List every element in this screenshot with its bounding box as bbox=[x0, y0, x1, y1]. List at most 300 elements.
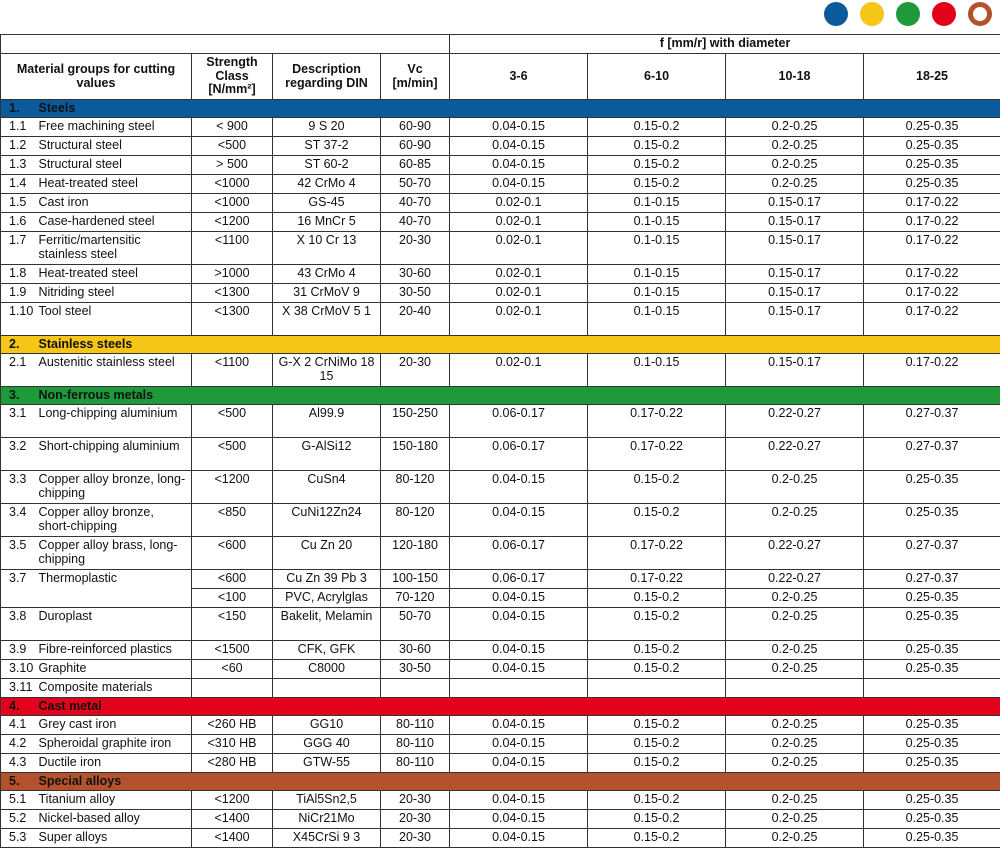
cutting-speed: 120-180 bbox=[381, 537, 450, 570]
feed-6-10: 0.1-0.15 bbox=[588, 354, 726, 387]
feed-10-18: 0.2-0.25 bbox=[726, 118, 864, 137]
table-row bbox=[1, 284, 1000, 303]
feed-6-10: 0.15-0.2 bbox=[588, 829, 726, 848]
feed-10-18: 0.2-0.25 bbox=[726, 608, 864, 641]
feed-18-25 bbox=[864, 679, 1000, 698]
din-description: GGG 40 bbox=[273, 735, 381, 754]
section-title: Non-ferrous metals bbox=[37, 387, 1000, 405]
strength-class: <1100 bbox=[192, 232, 273, 265]
strength-class: <600 bbox=[192, 537, 273, 570]
strength-class: <150 bbox=[192, 608, 273, 641]
table-row bbox=[1, 608, 1000, 641]
cutting-speed: 80-120 bbox=[381, 471, 450, 504]
feed-6-10: 0.15-0.2 bbox=[588, 735, 726, 754]
strength-class: <500 bbox=[192, 137, 273, 156]
feed-18-25: 0.25-0.35 bbox=[864, 829, 1000, 848]
row-number: 4.1 bbox=[1, 716, 37, 735]
feed-6-10: 0.15-0.2 bbox=[588, 791, 726, 810]
feed-10-18: 0.2-0.25 bbox=[726, 791, 864, 810]
cutting-speed: 50-70 bbox=[381, 175, 450, 194]
feed-6-10: 0.15-0.2 bbox=[588, 641, 726, 660]
strength-class: <500 bbox=[192, 405, 273, 438]
material-name: Free machining steel bbox=[37, 118, 192, 137]
feed-3-6: 0.06-0.17 bbox=[450, 537, 588, 570]
table-row bbox=[1, 213, 1000, 232]
feed-3-6: 0.04-0.15 bbox=[450, 735, 588, 754]
row-number: 3.9 bbox=[1, 641, 37, 660]
din-description: CFK, GFK bbox=[273, 641, 381, 660]
diameter-header-18-25: 18-25 bbox=[864, 54, 1000, 100]
material-name: Fibre-reinforced plastics bbox=[37, 641, 192, 660]
cutting-speed: 80-120 bbox=[381, 504, 450, 537]
cutting-speed: 30-50 bbox=[381, 284, 450, 303]
cutting-speed: 30-50 bbox=[381, 660, 450, 679]
feed-3-6: 0.04-0.15 bbox=[450, 137, 588, 156]
diameter-header-3-6: 3-6 bbox=[450, 54, 588, 100]
strength-class: <600 bbox=[192, 570, 273, 589]
feed-3-6: 0.02-0.1 bbox=[450, 213, 588, 232]
feed-18-25: 0.25-0.35 bbox=[864, 810, 1000, 829]
feed-10-18: 0.2-0.25 bbox=[726, 660, 864, 679]
table-body bbox=[1, 100, 1000, 848]
din-description: PVC, Acrylglas bbox=[273, 589, 381, 608]
din-description: 16 MnCr 5 bbox=[273, 213, 381, 232]
strength-header-line2: Class bbox=[215, 68, 249, 83]
feed-6-10: 0.17-0.22 bbox=[588, 405, 726, 438]
feed-10-18: 0.2-0.25 bbox=[726, 471, 864, 504]
cutting-speed: 30-60 bbox=[381, 641, 450, 660]
table-row bbox=[1, 354, 1000, 387]
feed-10-18: 0.15-0.17 bbox=[726, 303, 864, 336]
strength-class: < 900 bbox=[192, 118, 273, 137]
table-row bbox=[1, 570, 1000, 589]
feed-3-6: 0.04-0.15 bbox=[450, 791, 588, 810]
feed-10-18: 0.15-0.17 bbox=[726, 213, 864, 232]
table-row bbox=[1, 504, 1000, 537]
feed-6-10: 0.15-0.2 bbox=[588, 716, 726, 735]
feed-18-25: 0.25-0.35 bbox=[864, 735, 1000, 754]
feed-10-18 bbox=[726, 679, 864, 698]
material-name: Heat-treated steel bbox=[37, 265, 192, 284]
cutting-speed: 20-30 bbox=[381, 232, 450, 265]
feed-18-25: 0.17-0.22 bbox=[864, 354, 1000, 387]
cutting-speed: 20-30 bbox=[381, 791, 450, 810]
strength-class: <1000 bbox=[192, 194, 273, 213]
row-number: 3.5 bbox=[1, 537, 37, 570]
material-group-header: Material groups for cutting values bbox=[1, 54, 192, 100]
feed-18-25: 0.25-0.35 bbox=[864, 471, 1000, 504]
feed-10-18: 0.2-0.25 bbox=[726, 589, 864, 608]
row-number: 5.1 bbox=[1, 791, 37, 810]
strength-header bbox=[192, 54, 273, 100]
section-number: 2. bbox=[1, 336, 37, 354]
feed-18-25: 0.25-0.35 bbox=[864, 791, 1000, 810]
row-number: 3.1 bbox=[1, 405, 37, 438]
din-description: X 10 Cr 13 bbox=[273, 232, 381, 265]
cutting-speed: 40-70 bbox=[381, 194, 450, 213]
feed-3-6: 0.04-0.15 bbox=[450, 608, 588, 641]
feed-18-25: 0.27-0.37 bbox=[864, 438, 1000, 471]
row-number: 3.11 bbox=[1, 679, 37, 698]
row-number: 1.5 bbox=[1, 194, 37, 213]
din-description: 31 CrMoV 9 bbox=[273, 284, 381, 303]
description-header bbox=[273, 54, 381, 100]
din-description: TiAl5Sn2,5 bbox=[273, 791, 381, 810]
table-row bbox=[1, 265, 1000, 284]
material-name: Composite materials bbox=[37, 679, 192, 698]
din-description: C8000 bbox=[273, 660, 381, 679]
feed-6-10: 0.1-0.15 bbox=[588, 265, 726, 284]
section-header-row bbox=[1, 387, 1000, 405]
feed-6-10: 0.15-0.2 bbox=[588, 118, 726, 137]
feed-10-18: 0.15-0.17 bbox=[726, 354, 864, 387]
row-number: 1.3 bbox=[1, 156, 37, 175]
row-number: 3.2 bbox=[1, 438, 37, 471]
feed-6-10: 0.1-0.15 bbox=[588, 194, 726, 213]
table-row bbox=[1, 405, 1000, 438]
vc-header bbox=[381, 54, 450, 100]
feed-6-10: 0.15-0.2 bbox=[588, 754, 726, 773]
feed-6-10: 0.1-0.15 bbox=[588, 303, 726, 336]
strength-header-line3: [N/mm²] bbox=[208, 82, 256, 97]
cutting-speed: 20-30 bbox=[381, 829, 450, 848]
strength-class: <1200 bbox=[192, 791, 273, 810]
material-name: Copper alloy bronze, long-chipping bbox=[37, 471, 192, 504]
row-number: 1.10 bbox=[1, 303, 37, 336]
strength-header-line1: Strength bbox=[206, 55, 258, 70]
header-spacer bbox=[1, 35, 450, 54]
legend-dot bbox=[932, 2, 956, 26]
strength-class: <1500 bbox=[192, 641, 273, 660]
table-row bbox=[1, 660, 1000, 679]
cutting-speed: 150-180 bbox=[381, 438, 450, 471]
feed-6-10: 0.15-0.2 bbox=[588, 660, 726, 679]
row-number: 4.3 bbox=[1, 754, 37, 773]
feed-10-18: 0.2-0.25 bbox=[726, 716, 864, 735]
feed-6-10: 0.1-0.15 bbox=[588, 213, 726, 232]
material-name: Cast iron bbox=[37, 194, 192, 213]
feed-18-25: 0.17-0.22 bbox=[864, 232, 1000, 265]
row-number: 5.3 bbox=[1, 829, 37, 848]
material-name: Copper alloy brass, long-chipping bbox=[37, 537, 192, 570]
legend-dot bbox=[896, 2, 920, 26]
material-name: Super alloys bbox=[37, 829, 192, 848]
feed-10-18: 0.2-0.25 bbox=[726, 754, 864, 773]
din-description: CuNi12Zn24 bbox=[273, 504, 381, 537]
strength-class: <1200 bbox=[192, 213, 273, 232]
feed-6-10: 0.15-0.2 bbox=[588, 175, 726, 194]
feed-6-10: 0.15-0.2 bbox=[588, 156, 726, 175]
feed-6-10: 0.15-0.2 bbox=[588, 504, 726, 537]
feed-18-25: 0.25-0.35 bbox=[864, 156, 1000, 175]
feed-18-25: 0.25-0.35 bbox=[864, 137, 1000, 156]
feed-3-6: 0.06-0.17 bbox=[450, 405, 588, 438]
feed-18-25: 0.25-0.35 bbox=[864, 504, 1000, 537]
section-header-row bbox=[1, 698, 1000, 716]
feed-18-25: 0.25-0.35 bbox=[864, 660, 1000, 679]
cutting-speed: 80-110 bbox=[381, 754, 450, 773]
cutting-speed: 80-110 bbox=[381, 716, 450, 735]
cutting-speed: 60-85 bbox=[381, 156, 450, 175]
feed-10-18: 0.2-0.25 bbox=[726, 137, 864, 156]
feed-3-6: 0.02-0.1 bbox=[450, 354, 588, 387]
material-name: Graphite bbox=[37, 660, 192, 679]
din-description: X45CrSi 9 3 bbox=[273, 829, 381, 848]
table-row bbox=[1, 137, 1000, 156]
description-header-line1: Description bbox=[292, 62, 361, 76]
cutting-speed: 40-70 bbox=[381, 213, 450, 232]
material-name: Nickel-based alloy bbox=[37, 810, 192, 829]
material-name: Thermoplastic bbox=[37, 570, 192, 608]
din-description: G-X 2 CrNiMo 18 15 bbox=[273, 354, 381, 387]
material-name: Ferritic/martensitic stainless steel bbox=[37, 232, 192, 265]
cutting-speed: 20-40 bbox=[381, 303, 450, 336]
table-row bbox=[1, 303, 1000, 336]
table-row bbox=[1, 716, 1000, 735]
feed-3-6: 0.04-0.15 bbox=[450, 589, 588, 608]
section-header-row bbox=[1, 773, 1000, 791]
feed-3-6: 0.02-0.1 bbox=[450, 284, 588, 303]
row-number: 1.9 bbox=[1, 284, 37, 303]
material-color-legend bbox=[824, 2, 992, 28]
feed-3-6: 0.02-0.1 bbox=[450, 265, 588, 284]
description-header-line2: regarding DIN bbox=[285, 75, 368, 90]
table-row bbox=[1, 537, 1000, 570]
feed-18-25: 0.25-0.35 bbox=[864, 716, 1000, 735]
feed-10-18: 0.2-0.25 bbox=[726, 735, 864, 754]
table-row bbox=[1, 679, 1000, 698]
table-row bbox=[1, 175, 1000, 194]
feed-18-25: 0.27-0.37 bbox=[864, 537, 1000, 570]
din-description: ST 37-2 bbox=[273, 137, 381, 156]
material-name: Grey cast iron bbox=[37, 716, 192, 735]
din-description: GS-45 bbox=[273, 194, 381, 213]
strength-class: >1000 bbox=[192, 265, 273, 284]
feed-3-6: 0.04-0.15 bbox=[450, 754, 588, 773]
vc-header-line1: Vc bbox=[407, 62, 423, 76]
feed-18-25: 0.17-0.22 bbox=[864, 194, 1000, 213]
din-description: NiCr21Mo bbox=[273, 810, 381, 829]
material-name: Short-chipping aluminium bbox=[37, 438, 192, 471]
feed-18-25: 0.27-0.37 bbox=[864, 405, 1000, 438]
cutting-speed: 60-90 bbox=[381, 137, 450, 156]
feed-10-18: 0.15-0.17 bbox=[726, 265, 864, 284]
feed-3-6: 0.02-0.1 bbox=[450, 303, 588, 336]
feed-3-6: 0.04-0.15 bbox=[450, 641, 588, 660]
row-number: 1.1 bbox=[1, 118, 37, 137]
feed-3-6: 0.04-0.15 bbox=[450, 660, 588, 679]
table-row bbox=[1, 194, 1000, 213]
feed-18-25: 0.25-0.35 bbox=[864, 754, 1000, 773]
section-title: Cast metal bbox=[37, 698, 1000, 716]
row-number: 1.8 bbox=[1, 265, 37, 284]
strength-class: > 500 bbox=[192, 156, 273, 175]
section-number: 1. bbox=[1, 100, 37, 118]
feed-10-18: 0.2-0.25 bbox=[726, 810, 864, 829]
feed-10-18: 0.15-0.17 bbox=[726, 284, 864, 303]
feed-10-18: 0.2-0.25 bbox=[726, 641, 864, 660]
din-description: 42 CrMo 4 bbox=[273, 175, 381, 194]
feed-18-25: 0.17-0.22 bbox=[864, 213, 1000, 232]
feed-10-18: 0.22-0.27 bbox=[726, 537, 864, 570]
strength-class: <260 HB bbox=[192, 716, 273, 735]
strength-class: <1100 bbox=[192, 354, 273, 387]
feed-18-25: 0.25-0.35 bbox=[864, 589, 1000, 608]
feed-6-10: 0.15-0.2 bbox=[588, 608, 726, 641]
row-number: 3.7 bbox=[1, 570, 37, 608]
feed-10-18: 0.2-0.25 bbox=[726, 829, 864, 848]
feed-18-25: 0.17-0.22 bbox=[864, 265, 1000, 284]
feed-18-25: 0.17-0.22 bbox=[864, 303, 1000, 336]
strength-class: <1400 bbox=[192, 810, 273, 829]
feed-6-10 bbox=[588, 679, 726, 698]
strength-class: <1200 bbox=[192, 471, 273, 504]
feed-10-18: 0.2-0.25 bbox=[726, 156, 864, 175]
section-header-row bbox=[1, 100, 1000, 118]
feed-10-18: 0.15-0.17 bbox=[726, 232, 864, 265]
row-number: 1.2 bbox=[1, 137, 37, 156]
din-description: Bakelit, Melamin bbox=[273, 608, 381, 641]
din-description: 9 S 20 bbox=[273, 118, 381, 137]
cutting-speed: 20-30 bbox=[381, 354, 450, 387]
feed-header: f [mm/r] with diameter bbox=[450, 35, 1000, 54]
din-description: X 38 CrMoV 5 1 bbox=[273, 303, 381, 336]
din-description: Al99.9 bbox=[273, 405, 381, 438]
feed-6-10: 0.15-0.2 bbox=[588, 810, 726, 829]
section-title: Special alloys bbox=[37, 773, 1000, 791]
row-number: 3.3 bbox=[1, 471, 37, 504]
material-name: Ductile iron bbox=[37, 754, 192, 773]
din-description: GG10 bbox=[273, 716, 381, 735]
feed-6-10: 0.17-0.22 bbox=[588, 570, 726, 589]
feed-3-6: 0.04-0.15 bbox=[450, 175, 588, 194]
cutting-speed: 80-110 bbox=[381, 735, 450, 754]
feed-18-25: 0.25-0.35 bbox=[864, 175, 1000, 194]
section-header-row bbox=[1, 336, 1000, 354]
cutting-speed: 30-60 bbox=[381, 265, 450, 284]
section-number: 3. bbox=[1, 387, 37, 405]
cutting-speed: 100-150 bbox=[381, 570, 450, 589]
feed-6-10: 0.17-0.22 bbox=[588, 537, 726, 570]
diameter-header-6-10: 6-10 bbox=[588, 54, 726, 100]
feed-3-6: 0.04-0.15 bbox=[450, 810, 588, 829]
feed-6-10: 0.15-0.2 bbox=[588, 137, 726, 156]
row-number: 3.4 bbox=[1, 504, 37, 537]
cutting-speed: 70-120 bbox=[381, 589, 450, 608]
strength-class: <1000 bbox=[192, 175, 273, 194]
din-description: Cu Zn 39 Pb 3 bbox=[273, 570, 381, 589]
row-number: 5.2 bbox=[1, 810, 37, 829]
diameter-header-10-18: 10-18 bbox=[726, 54, 864, 100]
legend-dot bbox=[860, 2, 884, 26]
strength-class: <1300 bbox=[192, 303, 273, 336]
din-description: CuSn4 bbox=[273, 471, 381, 504]
feed-3-6: 0.04-0.15 bbox=[450, 504, 588, 537]
legend-dot bbox=[968, 2, 992, 26]
feed-10-18: 0.2-0.25 bbox=[726, 504, 864, 537]
table-row bbox=[1, 641, 1000, 660]
material-name: Austenitic stainless steel bbox=[37, 354, 192, 387]
feed-3-6: 0.02-0.1 bbox=[450, 232, 588, 265]
table-row bbox=[1, 791, 1000, 810]
din-description: GTW-55 bbox=[273, 754, 381, 773]
table-header bbox=[1, 35, 1000, 100]
feed-10-18: 0.22-0.27 bbox=[726, 438, 864, 471]
feed-10-18: 0.15-0.17 bbox=[726, 194, 864, 213]
row-number: 3.8 bbox=[1, 608, 37, 641]
strength-class: <60 bbox=[192, 660, 273, 679]
material-name: Titanium alloy bbox=[37, 791, 192, 810]
material-name: Case-hardened steel bbox=[37, 213, 192, 232]
feed-6-10: 0.15-0.2 bbox=[588, 471, 726, 504]
feed-3-6: 0.02-0.1 bbox=[450, 194, 588, 213]
section-title: Steels bbox=[37, 100, 1000, 118]
row-number: 3.10 bbox=[1, 660, 37, 679]
table-row bbox=[1, 471, 1000, 504]
material-name: Long-chipping aluminium bbox=[37, 405, 192, 438]
feed-18-25: 0.25-0.35 bbox=[864, 608, 1000, 641]
cutting-values-table bbox=[0, 34, 1000, 848]
table-row bbox=[1, 156, 1000, 175]
material-name: Duroplast bbox=[37, 608, 192, 641]
feed-18-25: 0.17-0.22 bbox=[864, 284, 1000, 303]
material-name: Structural steel bbox=[37, 137, 192, 156]
strength-class: <280 HB bbox=[192, 754, 273, 773]
table-row bbox=[1, 118, 1000, 137]
cutting-speed: 150-250 bbox=[381, 405, 450, 438]
table-row bbox=[1, 232, 1000, 265]
section-title: Stainless steels bbox=[37, 336, 1000, 354]
feed-6-10: 0.1-0.15 bbox=[588, 284, 726, 303]
din-description: 43 CrMo 4 bbox=[273, 265, 381, 284]
material-name: Heat-treated steel bbox=[37, 175, 192, 194]
feed-3-6: 0.04-0.15 bbox=[450, 829, 588, 848]
feed-3-6: 0.04-0.15 bbox=[450, 156, 588, 175]
strength-class: <850 bbox=[192, 504, 273, 537]
cutting-speed: 60-90 bbox=[381, 118, 450, 137]
feed-10-18: 0.22-0.27 bbox=[726, 405, 864, 438]
section-number: 4. bbox=[1, 698, 37, 716]
din-description: Cu Zn 20 bbox=[273, 537, 381, 570]
material-name: Copper alloy bronze, short-chipping bbox=[37, 504, 192, 537]
feed-10-18: 0.22-0.27 bbox=[726, 570, 864, 589]
table-row bbox=[1, 810, 1000, 829]
din-description: ST 60-2 bbox=[273, 156, 381, 175]
row-number: 1.7 bbox=[1, 232, 37, 265]
feed-18-25: 0.25-0.35 bbox=[864, 641, 1000, 660]
cutting-speed: 50-70 bbox=[381, 608, 450, 641]
strength-class: <500 bbox=[192, 438, 273, 471]
feed-3-6 bbox=[450, 679, 588, 698]
row-number: 4.2 bbox=[1, 735, 37, 754]
feed-6-10: 0.15-0.2 bbox=[588, 589, 726, 608]
section-number: 5. bbox=[1, 773, 37, 791]
cutting-speed: 20-30 bbox=[381, 810, 450, 829]
cutting-speed bbox=[381, 679, 450, 698]
feed-3-6: 0.06-0.17 bbox=[450, 438, 588, 471]
din-description bbox=[273, 679, 381, 698]
material-name: Tool steel bbox=[37, 303, 192, 336]
feed-3-6: 0.06-0.17 bbox=[450, 570, 588, 589]
table-row bbox=[1, 735, 1000, 754]
vc-header-line2: [m/min] bbox=[392, 75, 438, 90]
strength-class: <100 bbox=[192, 589, 273, 608]
material-name: Nitriding steel bbox=[37, 284, 192, 303]
table-row bbox=[1, 754, 1000, 773]
material-name: Spheroidal graphite iron bbox=[37, 735, 192, 754]
table-row bbox=[1, 829, 1000, 848]
strength-class: <1400 bbox=[192, 829, 273, 848]
